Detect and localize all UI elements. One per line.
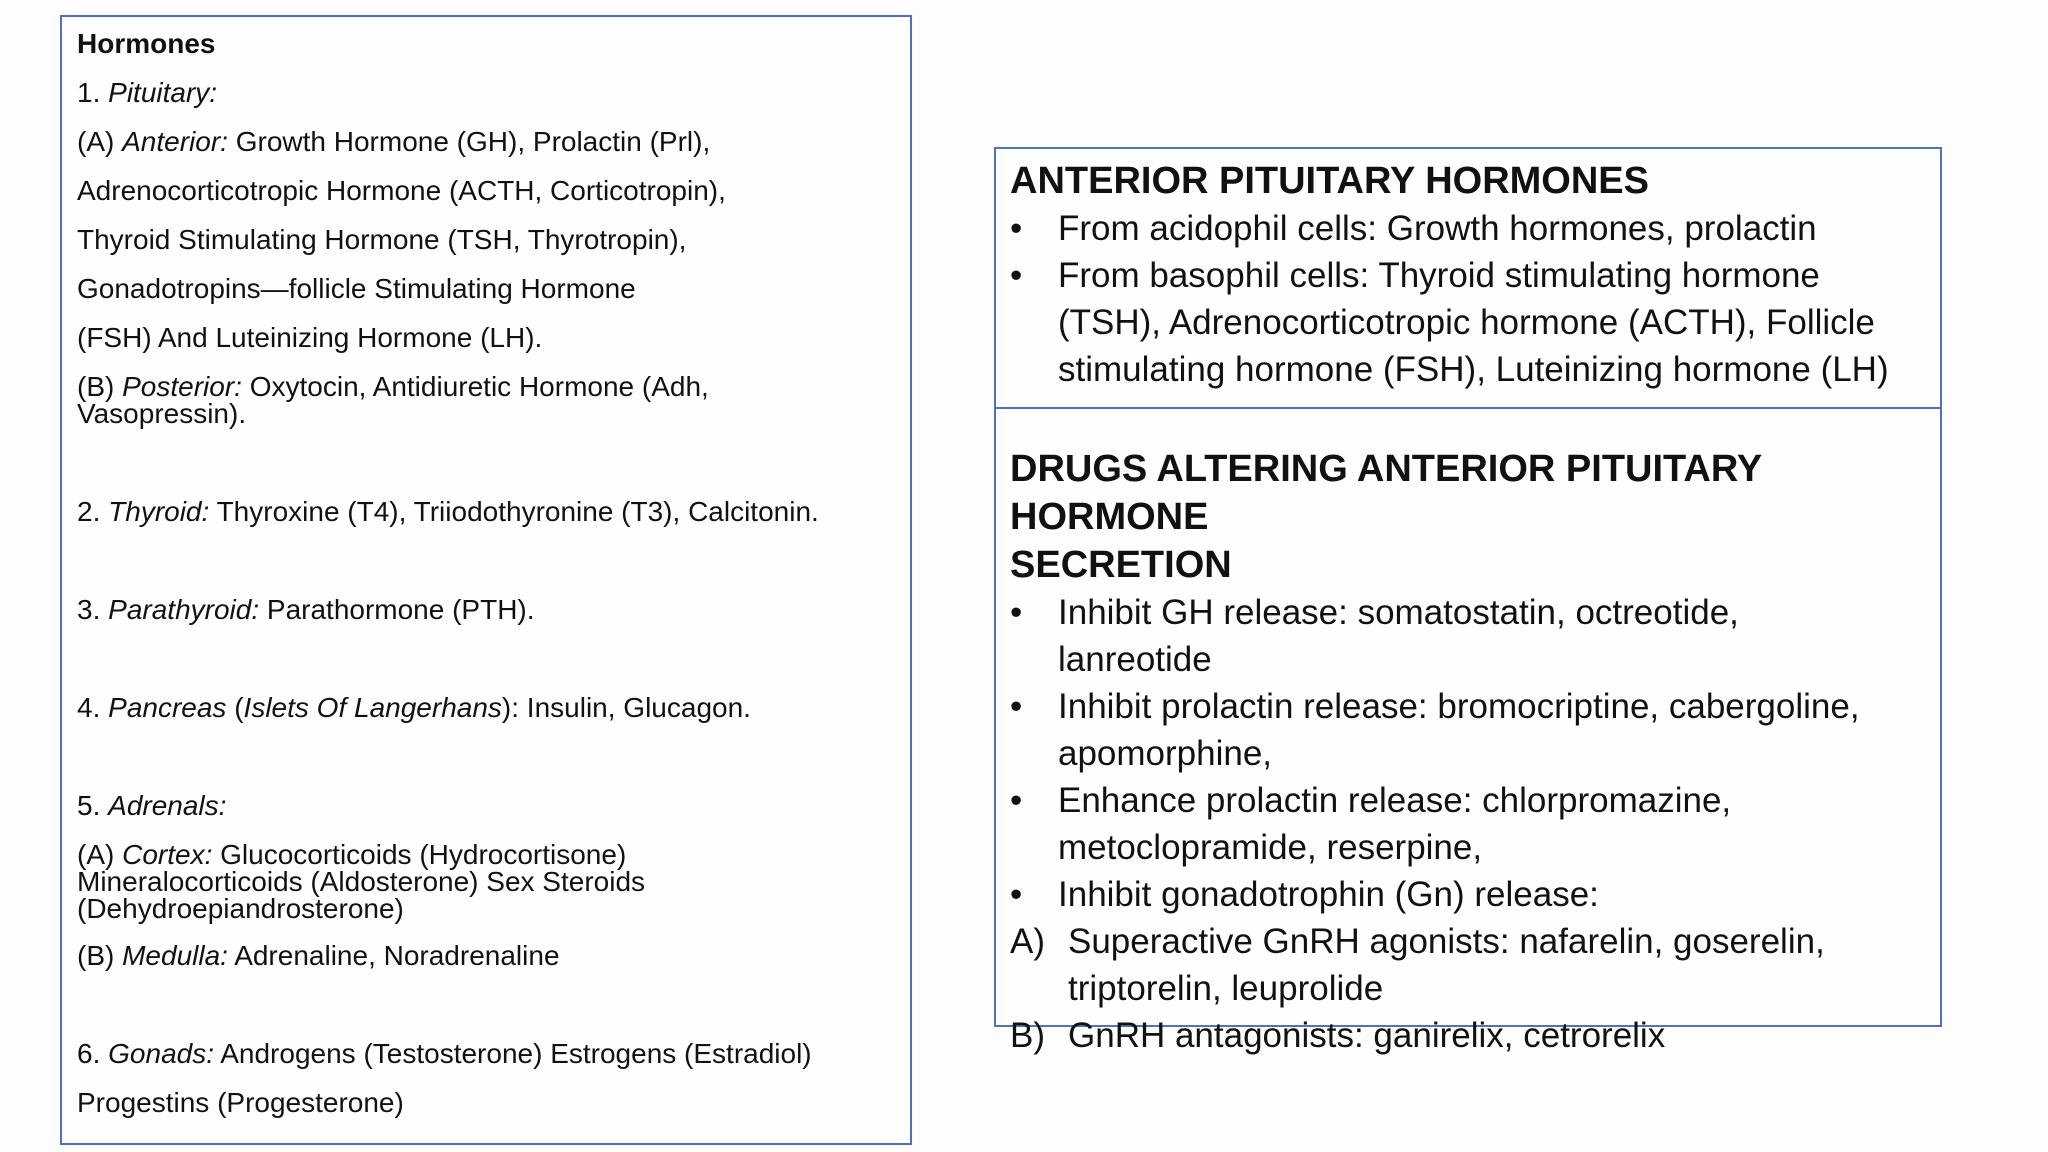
section-divider [996, 407, 1940, 409]
hormones-title: Hormones [77, 28, 216, 59]
list-item: • From acidophil cells: Growth hormones, prolactin [1010, 205, 1930, 252]
list-item: • Inhibit prolactin release: bromocriptine, cabergoline, apomorphine, [1010, 683, 1930, 777]
list-item: A) Superactive GnRH agonists: nafarelin, goserelin, triptorelin, leuprolide [1010, 918, 1930, 1012]
pituitary-anterior-line2: Adrenocorticotropic Hormone (ACTH, Corticotropin), [77, 175, 726, 206]
pituitary-posterior: (B) Posterior: Oxytocin, Antidiuretic Hormone (Adh, Vasopressin). [77, 371, 709, 429]
list-item: • Inhibit gonadotrophin (Gn) release: [1010, 871, 1930, 918]
drugs-heading: DRUGS ALTERING ANTERIOR PITUITARY HORMONE SECRETION [1010, 448, 1762, 586]
list-item: • From basophil cells: Thyroid stimulating hormone (TSH), Adrenocorticotropic hormone (ACTH), Follicle stimulating hormone (FSH), Luteinizing hormone (LH) [1010, 252, 1930, 393]
section-pancreas: 4. Pancreas (Islets Of Langerhans): Insulin, Glucagon. [77, 692, 751, 723]
bullet: • [1010, 209, 1023, 248]
adrenal-medulla: (B) Medulla: Adrenaline, Noradrenaline [77, 940, 560, 971]
list-item: • Inhibit GH release: somatostatin, octreotide, lanreotide [1010, 589, 1930, 683]
section-thyroid: 2. Thyroid: Thyroxine (T4), Triiodothyronine (T3), Calcitonin. [77, 496, 819, 527]
adrenal-cortex: (A) Cortex: Glucocorticoids (Hydrocortisone) Mineralocorticoids (Aldosterone) Sex Steroids (Dehydroepiandrosterone) [77, 839, 646, 924]
anterior-hormones-heading: ANTERIOR PITUITARY HORMONES [1010, 160, 1649, 202]
section-adrenals: 5. Adrenals: [77, 790, 227, 821]
bullet: • [1010, 781, 1023, 820]
section-gonads: 6. Gonads: Androgens (Testosterone) Estrogens (Estradiol) [77, 1038, 812, 1069]
pituitary-anterior-line3: Thyroid Stimulating Hormone (TSH, Thyrotropin), [77, 224, 687, 255]
list-item: • Enhance prolactin release: chlorpromazine, metoclopramide, reserpine, [1010, 777, 1930, 871]
list-letter: B) [1010, 1016, 1045, 1055]
pituitary-anterior: (A) Anterior: Growth Hormone (GH), Prolactin (Prl), [77, 126, 711, 157]
bullet: • [1010, 875, 1023, 914]
section-pituitary: 1. Pituitary: [77, 77, 218, 108]
pituitary-anterior-line4: Gonadotropins—follicle Stimulating Hormone [77, 273, 636, 304]
anterior-hormones-section [1010, 157, 1930, 393]
bullet: • [1010, 687, 1023, 726]
hormones-box [60, 15, 912, 1145]
bullet: • [1010, 593, 1023, 632]
list-item: B) GnRH antagonists: ganirelix, cetrorelix [1010, 1012, 1930, 1059]
pituitary-drugs-box [994, 147, 1942, 1055]
list-letter: A) [1010, 922, 1045, 961]
section-gonads-line2: Progestins (Progesterone) [77, 1087, 404, 1118]
section-parathyroid: 3. Parathyroid: Parathormone (PTH). [77, 594, 535, 625]
pituitary-anterior-line5: (FSH) And Luteinizing Hormone (LH). [77, 322, 543, 353]
drugs-section [1010, 445, 1930, 1059]
bullet: • [1010, 256, 1023, 295]
